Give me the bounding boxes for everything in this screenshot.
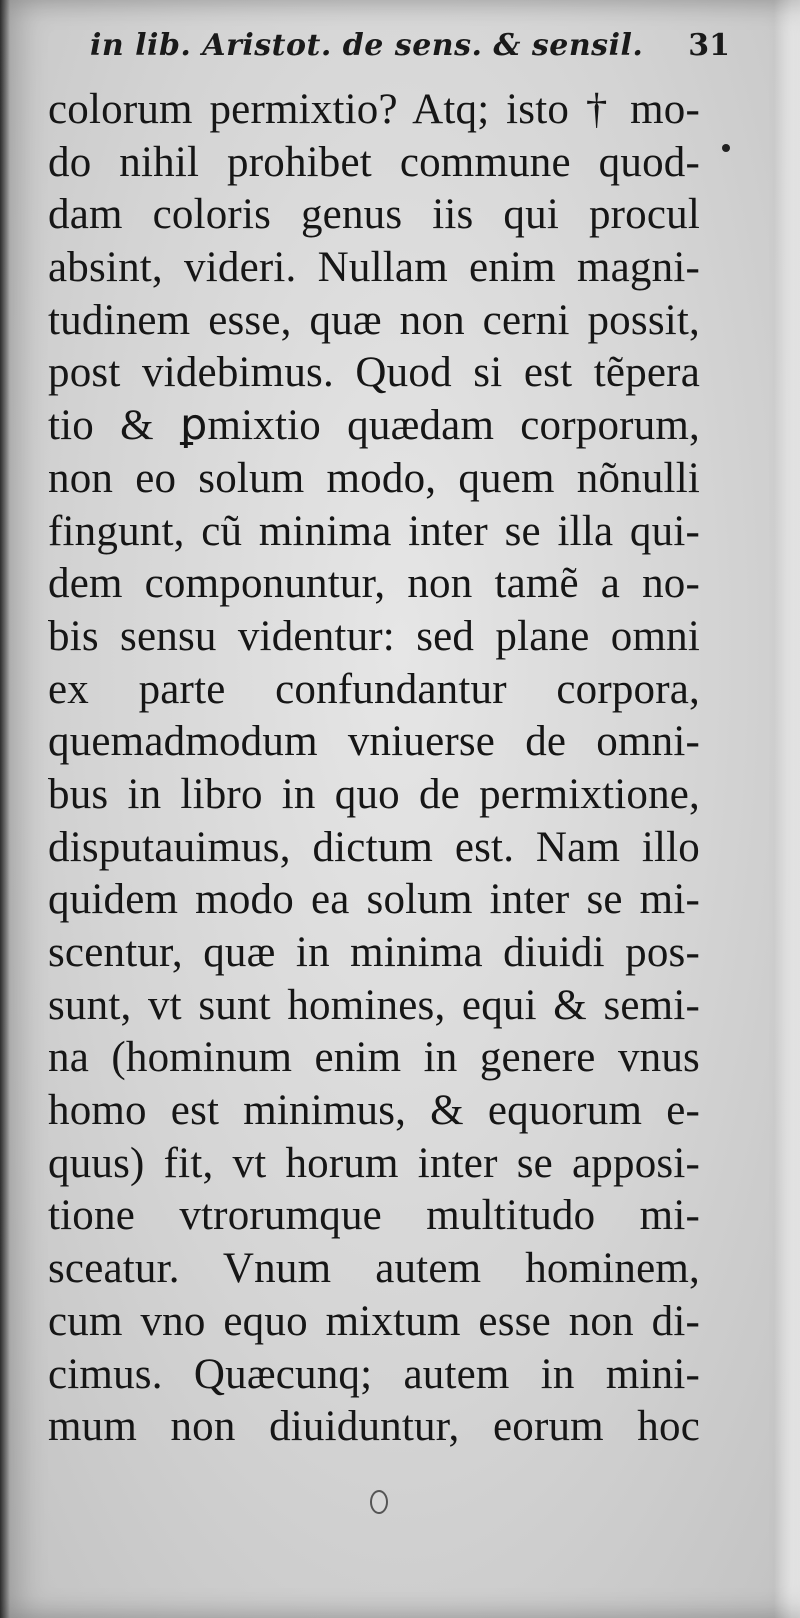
binding-hole-mark (370, 1490, 388, 1514)
text-line: dam coloris genus iis qui procul (48, 191, 700, 239)
running-title: in lib. Aristot. de sens. & sensil. (90, 28, 644, 63)
text-line: sunt, vt sunt homines, equi & semi- (48, 981, 700, 1029)
text-line: post videbimus. Quod si est tẽpera (48, 349, 700, 397)
text-line: do nihil prohibet commune quod- (48, 138, 700, 186)
text-line: homo est minimus, & equorum e- (48, 1087, 700, 1135)
text-line: colorum permixtio? Atq; isto † mo- (48, 86, 700, 133)
text-line: mum non diuiduntur, eorum hoc (48, 1403, 700, 1451)
page-gutter-shadow (0, 0, 10, 1618)
text-line: fingunt, cũ minima inter se illa qui- (48, 507, 700, 555)
body-text (48, 84, 700, 1454)
text-line: quidem modo ea solum inter se mi- (48, 876, 700, 924)
margin-mark (722, 144, 730, 152)
text-line: absint, videri. Nullam enim magni- (48, 244, 700, 292)
text-line: tio & ꝑmixtio quædam corporum, (48, 402, 700, 450)
text-line: tudinem esse, quæ non cerni possit, (48, 296, 700, 344)
text-line: non eo solum modo, quem nõnulli (48, 454, 700, 502)
text-line: dem componuntur, non tamẽ a no- (48, 560, 700, 608)
text-line: sceatur. Vnum autem hominem, (48, 1245, 700, 1293)
text-line: na (hominum enim in genere vnus (48, 1034, 700, 1082)
page-header (90, 20, 730, 80)
text-line: bis sensu videntur: sed plane omni (48, 612, 700, 660)
text-line: cimus. Quæcunq; autem in mini- (48, 1350, 700, 1398)
page-number: 31 (688, 28, 730, 63)
text-line: scentur, quæ in minima diuidi pos- (48, 929, 700, 976)
text-line: bus in libro in quo de permixtione, (48, 770, 700, 818)
text-line: quemadmodum vniuerse de omni- (48, 718, 700, 766)
text-line: tione vtrorumque multitudo mi- (48, 1192, 700, 1240)
text-line: disputauimus, dictum est. Nam illo (48, 823, 700, 871)
text-line: ex parte confundantur corpora, (48, 665, 700, 713)
text-line: quus) fit, vt horum inter se apposi- (48, 1139, 700, 1187)
text-line: cum vno equo mixtum esse non di- (48, 1297, 700, 1345)
page-right-edge (774, 0, 800, 1618)
